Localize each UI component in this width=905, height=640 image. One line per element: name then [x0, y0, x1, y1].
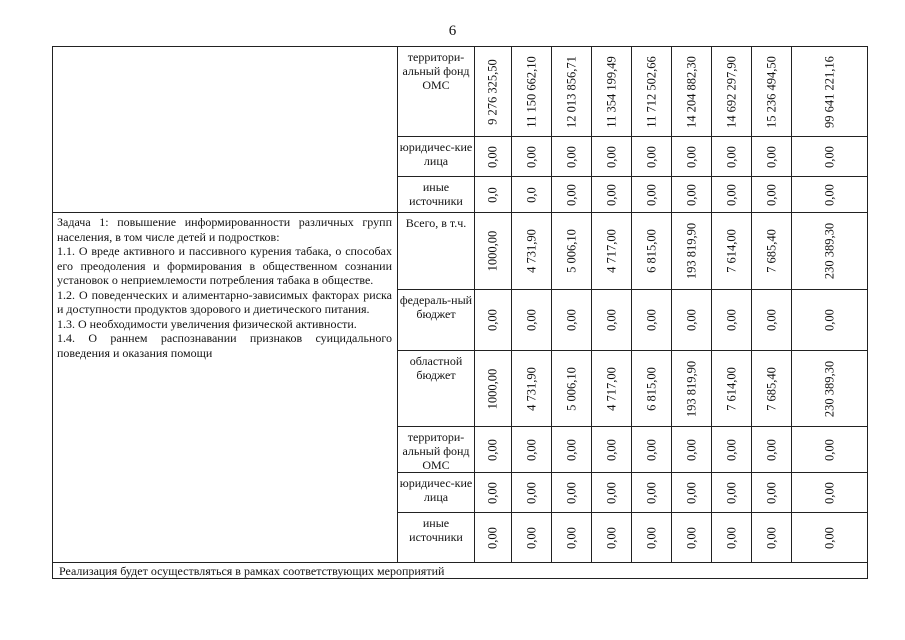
funding-source-label: федераль-ный бюджет: [398, 290, 475, 351]
value-text: 0,00: [684, 438, 698, 461]
value-cell: [712, 351, 752, 427]
value-cell: [672, 427, 712, 473]
value-text: 12 013 856,71: [564, 55, 578, 128]
value-text: 0,00: [644, 145, 658, 168]
value-cell: [512, 137, 552, 177]
value-cell: [632, 427, 672, 473]
value-cell: [632, 213, 672, 290]
value-text: 15 236 494,50: [764, 55, 778, 128]
table-row: [53, 213, 868, 290]
value-text: 0,00: [822, 438, 836, 461]
value-cell: [592, 473, 632, 513]
value-text: 0,00: [564, 481, 578, 504]
value-text: 0,00: [524, 438, 538, 461]
value-cell: [552, 427, 592, 473]
value-text: 7 614,00: [724, 366, 738, 411]
value-cell: [475, 137, 512, 177]
value-text: 7 614,00: [724, 229, 738, 273]
value-text: 5 006,10: [564, 229, 578, 273]
value-text: 14 692 297,90: [724, 55, 738, 128]
value-text: 193 819,90: [684, 222, 698, 280]
value-cell: [672, 177, 712, 213]
value-cell: [552, 213, 592, 290]
value-text: 0,00: [644, 526, 658, 549]
value-text: 7 685,40: [764, 229, 778, 273]
value-text: 0,00: [684, 309, 698, 331]
value-cell: [672, 513, 712, 563]
funding-source-label: территори-альный фонд ОМС: [398, 47, 475, 137]
value-text: 4 731,90: [524, 366, 538, 411]
value-cell: [712, 177, 752, 213]
value-text: 0,00: [724, 183, 738, 206]
value-cell: [632, 137, 672, 177]
value-cell: [552, 290, 592, 351]
value-text: 0,00: [524, 145, 538, 168]
value-text: 230 389,30: [822, 360, 836, 417]
value-text: 0,00: [644, 309, 658, 331]
value-cell: [475, 513, 512, 563]
value-text: 11 354 199,49: [604, 55, 618, 128]
value-text: 11 712 502,66: [644, 55, 658, 128]
value-cell: [592, 137, 632, 177]
value-text: 0,00: [764, 438, 778, 461]
funding-source-label: иные источники: [398, 177, 475, 213]
value-text: 0,00: [684, 526, 698, 549]
value-text: 0,00: [604, 438, 618, 461]
value-text: 193 819,90: [684, 360, 698, 417]
value-cell: [475, 290, 512, 351]
value-cell: [552, 473, 592, 513]
value-text: 0,00: [724, 526, 738, 549]
value-text: 0,00: [485, 481, 500, 504]
value-cell: [712, 473, 752, 513]
task-description: [53, 213, 398, 563]
value-cell: [592, 213, 632, 290]
value-cell: [592, 351, 632, 427]
value-text: 0,00: [485, 438, 500, 461]
value-cell: [512, 427, 552, 473]
value-cell: [632, 290, 672, 351]
value-cell: [752, 213, 792, 290]
value-cell: [672, 473, 712, 513]
value-text: 0,00: [822, 526, 836, 549]
task-item: 1.3. О необходимости увеличения физической активности.: [57, 316, 357, 331]
value-cell: [752, 47, 792, 137]
funding-source-label: юридичес-кие лица: [398, 473, 475, 513]
value-text: 99 641 221,16: [822, 55, 836, 128]
value-cell: [792, 213, 868, 290]
value-cell: [752, 513, 792, 563]
value-text: 0,00: [524, 309, 538, 331]
value-text: 0,00: [764, 481, 778, 504]
value-text: 9 276 325,50: [485, 58, 500, 125]
value-cell: [752, 177, 792, 213]
value-cell: [672, 137, 712, 177]
value-cell: [552, 177, 592, 213]
value-text: 0,0: [485, 186, 500, 203]
value-text: 0,00: [822, 183, 836, 206]
value-text: 0,00: [604, 481, 618, 504]
value-cell: [752, 290, 792, 351]
value-cell: [792, 177, 868, 213]
value-text: 0,00: [764, 526, 778, 549]
value-cell: [672, 351, 712, 427]
value-text: 0,00: [564, 438, 578, 461]
value-text: 0,00: [724, 438, 738, 461]
task-item: 1.2. О поведенческих и алиментарно-зависимых факторах риска и доступности продуктов здорового и диетического питания.: [57, 287, 392, 316]
value-text: 0,00: [822, 481, 836, 504]
value-text: 0,00: [604, 526, 618, 549]
value-text: 5 006,10: [564, 366, 578, 411]
value-cell: [792, 473, 868, 513]
value-cell: [475, 473, 512, 513]
funding-source-label: территори-альный фонд ОМС: [398, 427, 475, 473]
value-cell: [632, 47, 672, 137]
value-text: 0,00: [724, 309, 738, 331]
value-cell: [552, 47, 592, 137]
value-cell: [712, 47, 752, 137]
value-text: 0,00: [644, 183, 658, 206]
value-cell: [792, 290, 868, 351]
value-cell: [792, 47, 868, 137]
value-cell: [632, 177, 672, 213]
value-cell: [712, 290, 752, 351]
task-item: 1.4. О раннем распознавании признаков суицидального поведения и оказания помощи: [57, 331, 392, 360]
value-cell: [792, 137, 868, 177]
task-title: Задача 1: повышение информированности различных групп населения, в том числе детей и подростков:: [57, 215, 392, 244]
value-text: 0,00: [604, 309, 618, 331]
value-cell: [672, 213, 712, 290]
value-text: 0,00: [764, 309, 778, 331]
footer-row: [53, 563, 868, 579]
value-text: 0,00: [564, 526, 578, 549]
value-cell: [632, 351, 672, 427]
value-cell: [592, 177, 632, 213]
value-text: 0,00: [764, 145, 778, 168]
value-cell: [712, 427, 752, 473]
value-cell: [752, 473, 792, 513]
value-text: 0,00: [524, 526, 538, 549]
value-text: 4 717,00: [604, 229, 618, 273]
value-text: 0,00: [822, 145, 836, 168]
value-text: 0,00: [485, 526, 500, 549]
value-cell: [475, 47, 512, 137]
value-text: 7 685,40: [764, 366, 778, 411]
value-cell: [475, 177, 512, 213]
empty-task-cell: [53, 47, 398, 213]
value-cell: [512, 513, 552, 563]
value-cell: [512, 473, 552, 513]
value-text: 0,00: [684, 481, 698, 504]
value-cell: [632, 513, 672, 563]
value-text: 1000,00: [485, 230, 500, 272]
value-cell: [512, 47, 552, 137]
table-row: [53, 47, 868, 137]
value-text: 11 150 662,10: [524, 55, 538, 128]
value-cell: [592, 290, 632, 351]
value-cell: [712, 513, 752, 563]
value-text: 4 717,00: [604, 366, 618, 411]
value-cell: [712, 213, 752, 290]
value-text: 0,00: [485, 145, 500, 168]
value-text: 0,0: [524, 186, 538, 203]
value-text: 0,00: [564, 145, 578, 168]
value-cell: [512, 213, 552, 290]
value-cell: [552, 351, 592, 427]
value-text: 14 204 882,30: [684, 55, 698, 128]
value-cell: [592, 513, 632, 563]
funding-source-label: областной бюджет: [398, 351, 475, 427]
value-text: 6 815,00: [644, 366, 658, 411]
value-cell: [672, 290, 712, 351]
value-cell: [752, 427, 792, 473]
value-cell: [752, 351, 792, 427]
value-cell: [512, 290, 552, 351]
funding-source-label: Всего, в т.ч.: [398, 213, 475, 290]
value-text: 0,00: [524, 481, 538, 504]
value-cell: [512, 177, 552, 213]
value-text: 0,00: [764, 183, 778, 206]
value-cell: [552, 513, 592, 563]
value-cell: [475, 427, 512, 473]
value-text: 0,00: [684, 183, 698, 206]
value-text: 0,00: [564, 309, 578, 331]
value-text: 0,00: [724, 481, 738, 504]
value-cell: [475, 213, 512, 290]
value-text: 0,00: [724, 145, 738, 168]
value-cell: [552, 137, 592, 177]
value-cell: [712, 137, 752, 177]
value-text: 6 815,00: [644, 229, 658, 273]
value-text: 0,00: [604, 145, 618, 168]
value-text: 0,00: [604, 183, 618, 206]
value-text: 0,00: [644, 481, 658, 504]
funding-source-label: иные источники: [398, 513, 475, 563]
value-cell: [792, 351, 868, 427]
value-cell: [792, 513, 868, 563]
value-text: 230 389,30: [822, 222, 836, 280]
value-cell: [632, 473, 672, 513]
page-number: 6: [448, 23, 457, 39]
value-cell: [475, 351, 512, 427]
value-text: 0,00: [564, 183, 578, 206]
value-cell: [592, 47, 632, 137]
value-text: 0,00: [485, 309, 500, 331]
value-cell: [512, 351, 552, 427]
value-text: 0,00: [822, 309, 836, 331]
value-cell: [592, 427, 632, 473]
value-text: 0,00: [644, 438, 658, 461]
task-item: 1.1. О вреде активного и пассивного курения табака, о способах его преодоления и формирования в общественном сознании установок о неприемлемости потребления табака в обществе.: [57, 244, 392, 287]
value-text: 4 731,90: [524, 229, 538, 273]
implementation-note: Реализация будет осуществляться в рамках соответствующих мероприятий: [53, 563, 868, 579]
value-cell: [792, 427, 868, 473]
value-text: 1000,00: [485, 368, 500, 409]
funding-table: [52, 46, 868, 579]
value-text: 0,00: [684, 145, 698, 168]
funding-source-label: юридичес-кие лица: [398, 137, 475, 177]
value-cell: [672, 47, 712, 137]
value-cell: [752, 137, 792, 177]
